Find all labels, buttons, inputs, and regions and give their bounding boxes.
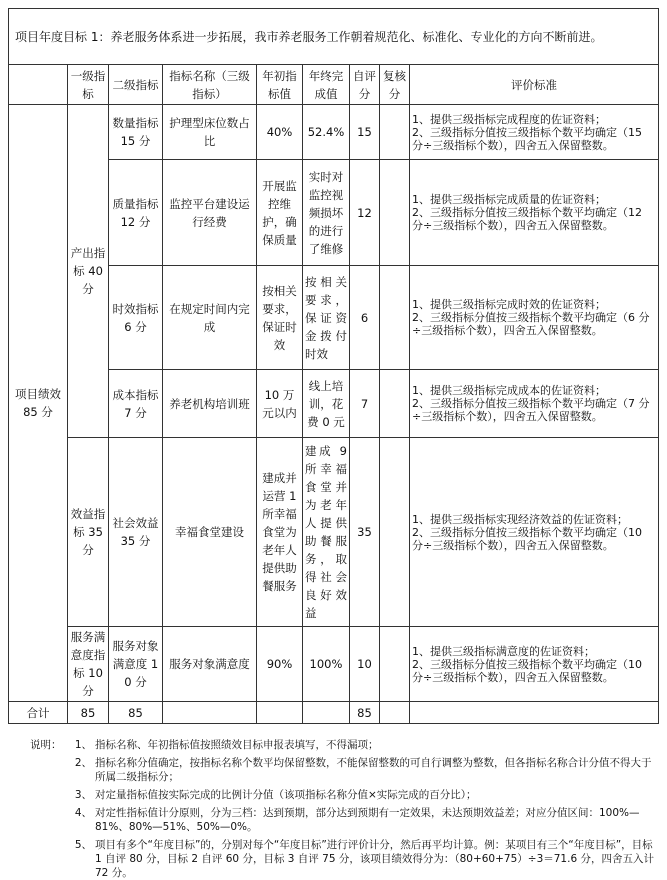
level2-quantity: 数量指标 15 分 [109, 105, 163, 160]
level2-timeliness: 时效指标 6 分 [109, 266, 163, 370]
criteria-line: 1、提供三级指标完成程度的佐证资料； [412, 112, 606, 126]
criteria-line: 1、提供三级指标完成成本的佐证资料； [412, 384, 606, 397]
total-row [9, 702, 659, 724]
goal-row [9, 9, 659, 65]
total-self-score: 85 [350, 702, 380, 724]
criteria-line: 2、三级指标分值按三级指标个数平均确定（6 分÷三级指标个数），四舍五入保留整数。 [412, 311, 650, 337]
note-number: 3、 [74, 789, 92, 801]
self-score: 10 [350, 627, 380, 702]
note-number: 4、 [74, 807, 92, 819]
indicator-name: 服务对象满意度 [163, 627, 257, 702]
criteria-line: 1、提供三级指标完成时效的佐证资料； [412, 298, 606, 311]
criteria-line: 1、提供三级指标实现经济效益的佐证资料； [412, 512, 628, 526]
criteria-cell [410, 370, 659, 438]
indicator-name: 监控平台建设运行经费 [163, 160, 257, 266]
criteria-cell [410, 160, 659, 266]
review-score [380, 105, 410, 160]
note-number: 1、 [74, 739, 92, 751]
review-score [380, 266, 410, 370]
output-indicator: 产出指标 40 分 [68, 105, 109, 438]
evaluation-page [8, 8, 658, 880]
note-item [8, 838, 658, 880]
header-review-score: 复核分 [380, 65, 410, 105]
criteria-line: 1、提供三级指标满意度的佐证资料； [412, 644, 595, 658]
note-number: 2、 [74, 757, 92, 769]
satisfaction-indicator: 服务满意度指标 10 分 [68, 627, 109, 702]
table-row [9, 627, 659, 702]
self-score: 6 [350, 266, 380, 370]
total-empty [380, 702, 410, 724]
total-level2: 85 [109, 702, 163, 724]
review-score [380, 370, 410, 438]
note-text: 对定量指标值按实际完成的比例计分值（该项指标名称分值×实际完成的百分比）； [95, 789, 477, 801]
initial-value: 40% [257, 105, 303, 160]
header-self-score: 自评分 [350, 65, 380, 105]
note-number: 5、 [74, 839, 92, 851]
final-value: 线上培训，花费 0 元 [303, 370, 350, 438]
note-text: 对定性指标值计分原则，分为三档：达到预期，部分达到预期有一定效果，未达预期效益差；对应分值区间：100%—81%、80%—51%、50%—0%。 [95, 807, 640, 833]
indicator-name: 幸福食堂建设 [163, 438, 257, 627]
level2-cost: 成本指标 7 分 [109, 370, 163, 438]
criteria-line: 2、三级指标分值按三级指标个数平均确定（15 分÷三级指标个数），四舍五入保留整数。 [412, 125, 642, 152]
note-item [8, 756, 658, 784]
table-row [9, 438, 659, 627]
note-text: 指标名称分值确定，按指标名称个数平均保留整数，不能保留整数的可自行调整为整数，但各指标名称合计分值不得大于所属二级指标分； [95, 757, 652, 783]
total-empty [410, 702, 659, 724]
self-score: 12 [350, 160, 380, 266]
notes-lead: 说明： [30, 739, 62, 751]
project-performance: 项目绩效 85 分 [9, 105, 68, 702]
criteria-line: 2、三级指标分值按三级指标个数平均确定（12 分÷三级指标个数），四舍五入保留整数。 [412, 206, 642, 232]
note-item [8, 806, 658, 834]
review-score [380, 627, 410, 702]
review-score [380, 160, 410, 266]
self-score: 15 [350, 105, 380, 160]
note-text: 指标名称、年初指标值按照绩效目标申报表填写，不得漏项； [95, 739, 379, 751]
total-level1: 85 [68, 702, 109, 724]
initial-value: 10 万元以内 [257, 370, 303, 438]
criteria-line: 2、三级指标分值按三级指标个数平均确定（10 分÷三级指标个数），四舍五入保留整数。 [412, 657, 642, 684]
total-empty [303, 702, 350, 724]
header-level1: 一级指标 [68, 65, 109, 105]
final-value: 实时对监控视频损坏的进行了维修 [303, 160, 350, 266]
note-text: 项目有多个“年度目标”的，分别对每个“年度目标”进行评价计分，然后再平均计算。例：某项目有三个“年度目标”，目标 1 自评 80 分，目标 2 自评 60 分，目标 3 自评 75 分，该项目绩效得分为：（80+60+75）÷3＝71.6 分，四舍五入计 72 分。 [95, 839, 654, 879]
self-score: 7 [350, 370, 380, 438]
criteria-cell [410, 105, 659, 160]
initial-value: 开展监控维护，确保质量 [257, 160, 303, 266]
header-indicator-name: 指标名称（三级指标） [163, 65, 257, 105]
header-empty [9, 65, 68, 105]
level2-social-benefit: 社会效益 35 分 [109, 438, 163, 627]
header-criteria: 评价标准 [410, 65, 659, 105]
criteria-line: 1、提供三级指标完成质量的佐证资料； [412, 193, 606, 206]
criteria-cell [410, 438, 659, 627]
final-value: 按相关要求，保证资金拨付时效 [303, 266, 350, 370]
note-item [8, 738, 658, 752]
review-score [380, 438, 410, 627]
header-initial-value: 年初指标值 [257, 65, 303, 105]
level2-quality: 质量指标 12 分 [109, 160, 163, 266]
final-value: 52.4% [303, 105, 350, 160]
criteria-line: 2、三级指标分值按三级指标个数平均确定（10 分÷三级指标个数），四舍五入保留整数。 [412, 525, 642, 552]
indicator-name: 养老机构培训班 [163, 370, 257, 438]
total-label: 合计 [9, 702, 68, 724]
performance-table [8, 8, 659, 724]
initial-value: 90% [257, 627, 303, 702]
header-final-value: 年终完成值 [303, 65, 350, 105]
initial-value: 建成并运营 1 所幸福食堂为老年人提供助餐服务 [257, 438, 303, 627]
self-score: 35 [350, 438, 380, 627]
criteria-cell [410, 627, 659, 702]
indicator-name: 在规定时间内完成 [163, 266, 257, 370]
final-value: 建成 9 所幸福食堂并为老年人提供助餐服务，取得社会良好效益 [303, 438, 350, 627]
final-value: 100% [303, 627, 350, 702]
total-empty [257, 702, 303, 724]
annual-goal: 项目年度目标 1：养老服务体系进一步拓展，我市养老服务工作朝着规范化、标准化、专业化的方向不断前进。 [9, 9, 659, 65]
table-row [9, 105, 659, 160]
initial-value: 按相关要求，保证时效 [257, 266, 303, 370]
criteria-cell [410, 266, 659, 370]
total-empty [163, 702, 257, 724]
criteria-line: 2、三级指标分值按三级指标个数平均确定（7 分÷三级指标个数），四舍五入保留整数。 [412, 397, 650, 423]
indicator-name: 护理型床位数占比 [163, 105, 257, 160]
effect-indicator: 效益指标 35 分 [68, 438, 109, 627]
note-item [8, 788, 658, 802]
level2-satisfaction: 服务对象满意度 10 分 [109, 627, 163, 702]
header-row [9, 65, 659, 105]
notes-section [8, 738, 658, 880]
header-level2: 二级指标 [109, 65, 163, 105]
